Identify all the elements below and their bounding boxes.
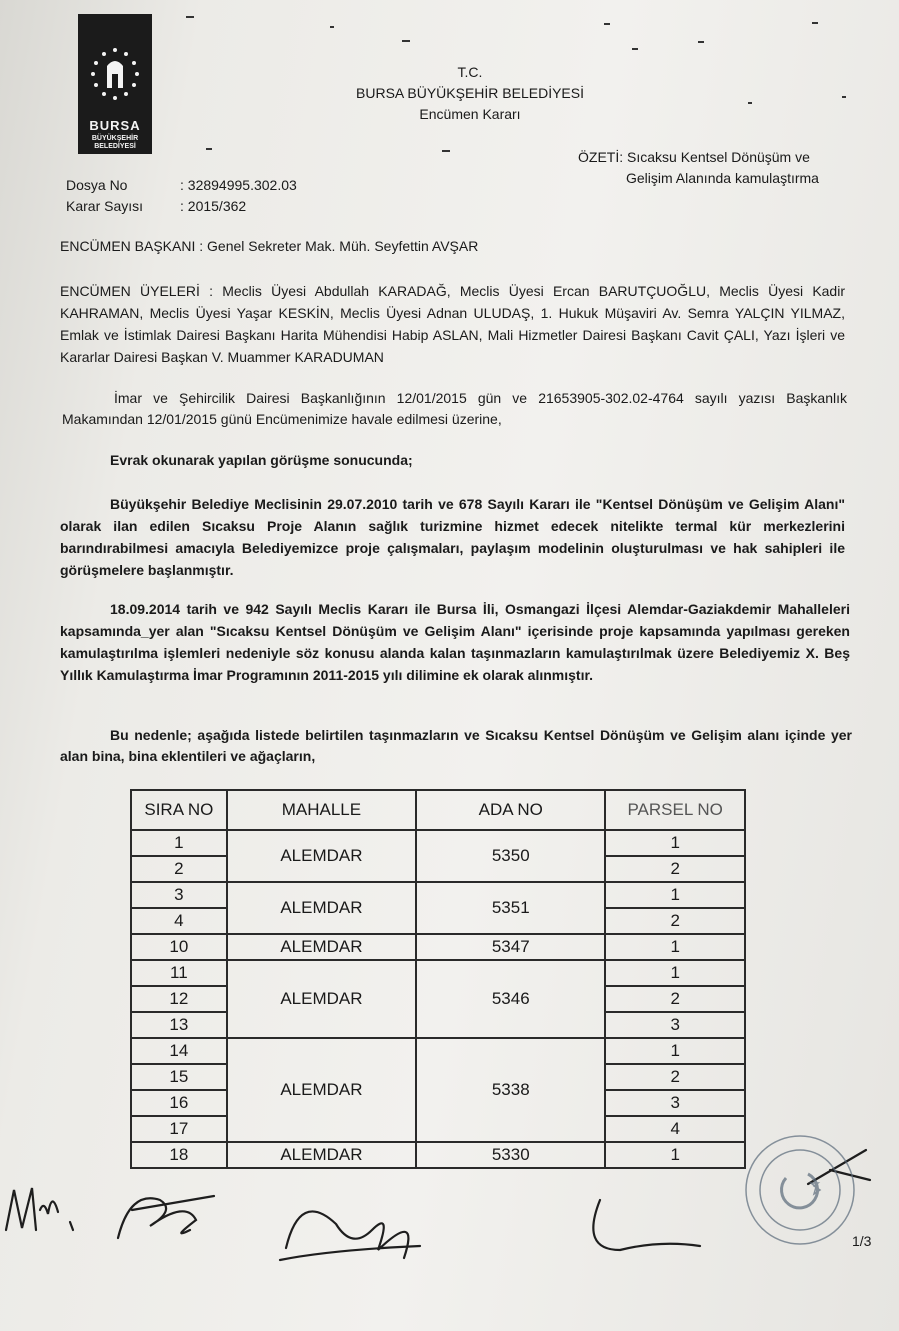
header-parsel-no: PARSEL NO — [605, 790, 745, 830]
paragraph-3: Büyükşehir Belediye Meclisinin 29.07.2010 tarih ve 678 Sayılı Kararı ile "Kentsel Dönüşüm ve Gelişim Alanı" olarak ilan edilen Sıcaksu Proje Alanın sağlık turizmine hizmet edecek nitelikte termal kür merkezlerini barındırabilmesi amacıyla Belediyemizce proje çalışmaları, paylaşım modelinin oluşturulması ve hak sahipleri ile görüşmelere başlanmıştır. — [60, 496, 845, 578]
bursa-logo — [78, 14, 152, 154]
cell-sira-no: 2 — [131, 856, 227, 882]
file-number-value: : 32894995.302.03 — [180, 177, 297, 193]
cell-sira-no: 4 — [131, 908, 227, 934]
cell-sira-no: 1 — [131, 830, 227, 856]
cell-parsel-no: 2 — [605, 908, 745, 934]
page-number: 1/3 — [852, 1233, 872, 1249]
cell-mahalle: ALEMDAR — [227, 1038, 416, 1142]
paragraph-2: Evrak okunarak yapılan görüşme sonucunda; — [110, 452, 413, 468]
cell-parsel-no: 3 — [605, 1090, 745, 1116]
cell-ada-no: 5347 — [416, 934, 605, 960]
cell-mahalle: ALEMDAR — [227, 1142, 416, 1168]
cell-sira-no: 13 — [131, 1012, 227, 1038]
decision-number-label: Karar Sayısı — [66, 198, 144, 214]
cell-sira-no: 16 — [131, 1090, 227, 1116]
header-sira-no: SIRA NO — [131, 790, 227, 830]
cell-ada-no: 5330 — [416, 1142, 605, 1168]
header-ada-no: ADA NO — [416, 790, 605, 830]
cell-sira-no: 12 — [131, 986, 227, 1012]
header-subtitle: Encümen Kararı — [419, 106, 521, 122]
cell-parsel-no: 1 — [605, 934, 745, 960]
header-mahalle: MAHALLE — [227, 790, 416, 830]
cell-ada-no: 5351 — [416, 882, 605, 934]
cell-ada-no: 5350 — [416, 830, 605, 882]
cell-sira-no: 17 — [131, 1116, 227, 1142]
paragraph-1: İmar ve Şehircilik Dairesi Başkanlığının 12/01/2015 gün ve 21653905-302.02-4764 sayılı yazısı Başkanlık Makamından 12/01/2015 günü Encümenimize havale edilmesi üzerine, — [62, 390, 847, 427]
table-header-row — [131, 790, 745, 830]
summary-label: ÖZETİ: — [578, 149, 624, 165]
paragraph-4: 18.09.2014 tarih ve 942 Sayılı Meclis Kararı ile Bursa İli, Osmangazi İlçesi Alemdar-Gaziakdemir Mahalleleri kapsamında_yer alan "Sıcaksu Kentsel Dönüşüm ve Gelişim Alanı" içerisinde proje kapsamında yapılması gereken kamulaştırılma işlemleri nedeniyle söz konusu alanda kalan taşınmazların kamulaştırılmak üzere Belediyemiz X. Beş Yıllık Kamulaştırma İmar Programının 2011-2015 yılı dilimine ek olarak alınmıştır. — [60, 601, 850, 683]
parcel-table — [130, 789, 746, 1169]
logo-title: BURSA — [89, 118, 141, 133]
summary-line-2: Gelişim Alanında kamulaştırma — [626, 170, 819, 186]
decision-number-value: : 2015/362 — [180, 198, 247, 214]
cell-sira-no: 15 — [131, 1064, 227, 1090]
table-row — [131, 1038, 745, 1064]
summary-line-1: Sıcaksu Kentsel Dönüşüm ve — [627, 149, 810, 165]
cell-parsel-no: 1 — [605, 830, 745, 856]
cell-parsel-no: 3 — [605, 1012, 745, 1038]
cell-parsel-no: 2 — [605, 986, 745, 1012]
cell-sira-no: 10 — [131, 934, 227, 960]
cell-parsel-no: 2 — [605, 1064, 745, 1090]
cell-ada-no: 5338 — [416, 1038, 605, 1142]
cell-parsel-no: 1 — [605, 882, 745, 908]
logo-subtitle: BÜYÜKŞEHİR BELEDİYESİ — [91, 135, 139, 150]
municipality-emblem-icon — [87, 44, 143, 108]
cell-mahalle: ALEMDAR — [227, 960, 416, 1038]
cell-mahalle: ALEMDAR — [227, 882, 416, 934]
table-row — [131, 934, 745, 960]
cell-parsel-no: 1 — [605, 1142, 745, 1168]
table-row — [131, 830, 745, 856]
cell-sira-no: 11 — [131, 960, 227, 986]
paragraph-5: Bu nedenle; aşağıda listede belirtilen taşınmazların ve Sıcaksu Kentsel Dönüşüm ve Gelişim alanı içinde yer alan bina, bina eklentileri ve ağaçların, — [60, 727, 852, 764]
header-tc: T.C. — [457, 64, 483, 80]
cell-sira-no: 3 — [131, 882, 227, 908]
table-row — [131, 960, 745, 986]
official-seal-stamp-icon — [740, 1130, 899, 1270]
cell-sira-no: 14 — [131, 1038, 227, 1064]
cell-parsel-no: 4 — [605, 1116, 745, 1142]
table-row — [131, 882, 745, 908]
cell-mahalle: ALEMDAR — [227, 934, 416, 960]
file-info — [66, 175, 297, 217]
cell-mahalle: ALEMDAR — [227, 830, 416, 882]
cell-parsel-no: 1 — [605, 1038, 745, 1064]
header-institution: BURSA BÜYÜKŞEHİR BELEDİYESİ — [356, 85, 584, 101]
summary-block — [578, 147, 819, 189]
committee-members: ENCÜMEN ÜYELERİ : Meclis Üyesi Abdullah KARADAĞ, Meclis Üyesi Ercan BARUTÇUOĞLU, Meclis Üyesi Kadir KAHRAMAN, Meclis Üyesi Yaşar KESKİN, Meclis Üyesi Adnan ULUDAŞ, 1. Hukuk Müşaviri Av. Semra YALÇIN YILMAZ, Emlak ve İstimlak Dairesi Başkanı Harita Mühendisi Habip ASLAN, Mali Hizmetler Dairesi Başkanı Cavit ÇALI, Yazı İşleri ve Kararlar Dairesi Başkan V. Muammer KARADUMAN — [60, 283, 845, 365]
cell-parsel-no: 2 — [605, 856, 745, 882]
file-number-label: Dosya No — [66, 177, 128, 193]
cell-parsel-no: 1 — [605, 960, 745, 986]
cell-ada-no: 5346 — [416, 960, 605, 1038]
document-header — [300, 62, 640, 125]
cell-sira-no: 18 — [131, 1142, 227, 1168]
committee-chair: ENCÜMEN BAŞKANI : Genel Sekreter Mak. Müh. Seyfettin AVŞAR — [60, 238, 479, 254]
